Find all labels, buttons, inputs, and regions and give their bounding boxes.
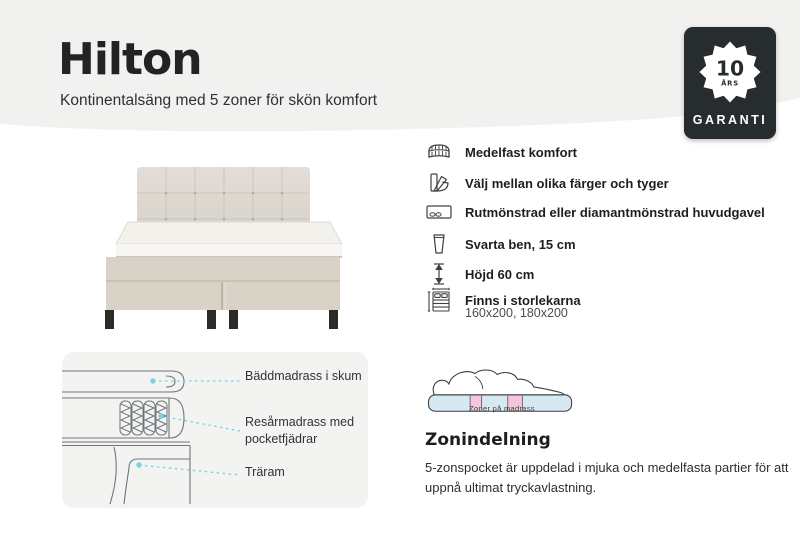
- guarantee-star-icon: [691, 33, 769, 111]
- height-arrow-icon: [425, 261, 453, 287]
- label-top-mattress: Bäddmadrass i skum: [245, 369, 362, 383]
- feature-label: Svarta ben, 15 cm: [465, 236, 576, 252]
- feature-row: [425, 261, 534, 287]
- feature-label: Höjd 60 cm: [465, 266, 535, 282]
- label-spring-mattress: Resårmadrass med pocketfjädrar: [245, 415, 355, 446]
- page-title: Hilton: [58, 34, 202, 85]
- bed-mattress: [116, 222, 342, 257]
- zones-description: 5-zonspocket är uppdelad i mjuka och medelfasta partier för att uppnå ultimat tryckavlastning.: [425, 460, 789, 495]
- mattress-icon: [425, 139, 453, 165]
- label-wood-frame: Träram: [245, 465, 285, 479]
- feature-row: [425, 139, 577, 165]
- bed-sizes-icon: [425, 287, 453, 313]
- feature-label: Medelfast komfort: [465, 144, 577, 160]
- feature-row: [425, 231, 576, 257]
- feature-sizes-values: 160x200, 180x200: [465, 306, 568, 320]
- feature-label: Välj mellan olika färger och tyger: [465, 175, 669, 191]
- guarantee-years: 10: [715, 56, 745, 81]
- page-subtitle: Kontinentalsäng med 5 zoner för skön komfort: [60, 92, 378, 109]
- guarantee-badge: [684, 27, 776, 139]
- feature-row: [425, 199, 765, 225]
- bed-legs: [105, 310, 338, 329]
- mattress-cross-section-card: [62, 352, 368, 508]
- headboard-icon: [425, 199, 453, 225]
- zones-caption: Zoner på madrass: [469, 404, 535, 413]
- bed-photo-illustration: [90, 148, 360, 333]
- bed-base: [106, 257, 340, 310]
- guarantee-years-unit: ÅRS: [721, 79, 739, 88]
- feature-row: [425, 170, 669, 196]
- fabric-swatches-icon: [425, 170, 453, 196]
- guarantee-label: GARANTI: [692, 113, 768, 127]
- zones-heading: Zonindelning: [425, 430, 551, 450]
- feature-label: Finns i storlekarna: [465, 292, 581, 308]
- feature-label: Rutmönstrad eller diamantmönstrad huvudgavel: [465, 204, 765, 220]
- bed-leg-icon: [425, 231, 453, 257]
